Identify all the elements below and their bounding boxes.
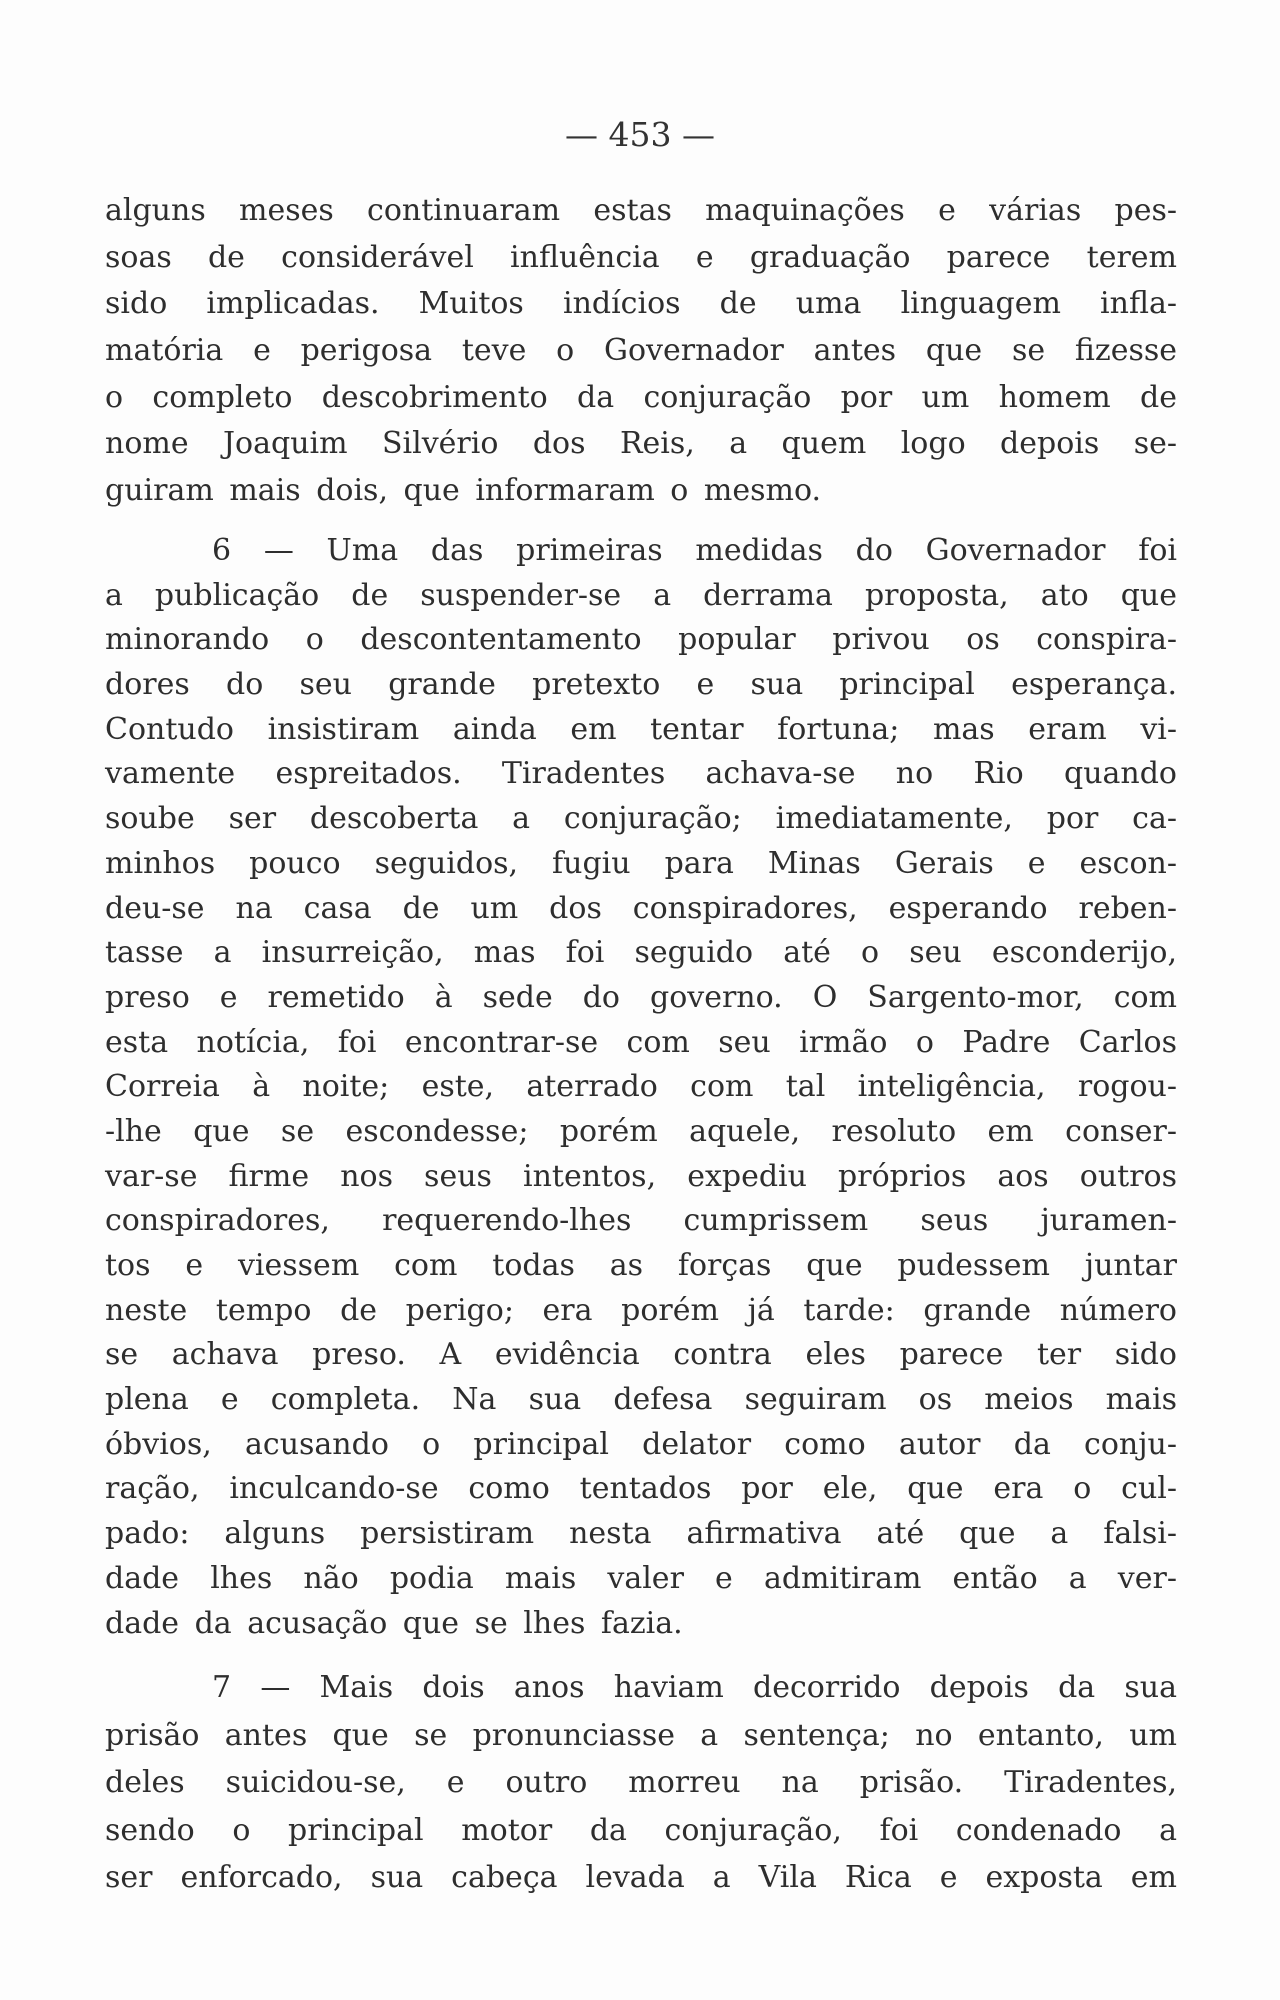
text-line: sendo o principal motor da conjuração, foi condenado a xyxy=(105,1812,1177,1848)
text-line: dores do seu grande pretexto e sua principal esperança. xyxy=(105,667,1177,703)
text-line: tos e viessem com todas as forças que pudessem juntar xyxy=(105,1248,1177,1283)
text-line: soas de considerável influência e graduação parece terem xyxy=(105,239,1177,275)
text-line: deu-se na casa de um dos conspiradores, esperando reben- xyxy=(105,890,1177,926)
text-line: Correia à noite; este, aterrado com tal inteligência, rogou- xyxy=(105,1069,1177,1105)
text-line: guiram mais dois, que informaram o mesmo. xyxy=(105,473,822,509)
text-line: 7 — Mais dois anos haviam decorrido depois da sua xyxy=(212,1670,1177,1705)
paragraph-6 xyxy=(105,529,1177,1646)
text-line: nome Joaquim Silvério dos Reis, a quem logo depois se- xyxy=(105,426,1177,462)
text-line: a publicação de suspender-se a derrama proposta, ato que xyxy=(105,577,1177,613)
text-line: vamente espreitados. Tiradentes achava-se no Rio quando xyxy=(105,756,1177,792)
text-line: alguns meses continuaram estas maquinações e várias pes- xyxy=(105,193,1177,228)
text-line: tasse a insurreição, mas foi seguido até o seu esconderijo, xyxy=(105,935,1177,971)
paragraph-7 xyxy=(105,1664,1177,1902)
text-line: deles suicidou-se, e outro morreu na prisão. Tiradentes, xyxy=(105,1765,1177,1800)
text-line: minhos pouco seguidos, fugiu para Minas Gerais e escon- xyxy=(105,845,1177,881)
text-line: -lhe que se escondesse; porém aquele, resoluto em conser- xyxy=(105,1113,1177,1149)
text-line: Contudo insistiram ainda em tentar fortuna; mas eram vi- xyxy=(105,711,1177,747)
text-line: dade da acusação que se lhes fazia. xyxy=(105,1605,683,1641)
text-line: plena e completa. Na sua defesa seguiram os meios mais xyxy=(105,1382,1177,1418)
text-line: prisão antes que se pronunciasse a sentença; no entanto, um xyxy=(105,1717,1177,1753)
text-line: matória e perigosa teve o Governador antes que se fizesse xyxy=(105,333,1177,369)
text-line: ser enforcado, sua cabeça levada a Vila Rica e exposta em xyxy=(105,1860,1177,1895)
text-line: preso e remetido à sede do governo. O Sargento-mor, com xyxy=(105,979,1177,1015)
text-line: var-se firme nos seus intentos, expediu próprios aos outros xyxy=(105,1158,1177,1194)
text-line: o completo descobrimento da conjuração por um homem de xyxy=(105,379,1177,415)
text-line: esta notícia, foi encontrar-se com seu irmão o Padre Carlos xyxy=(105,1024,1177,1060)
text-line: minorando o descontentamento popular privou os conspira- xyxy=(105,622,1177,658)
text-line: sido implicadas. Muitos indícios de uma linguagem infla- xyxy=(105,286,1177,322)
text-line: conspiradores, requerendo-lhes cumprissem seus juramen- xyxy=(105,1203,1177,1239)
text-line: se achava preso. A evidência contra eles parece ter sido xyxy=(105,1337,1177,1373)
text-line: neste tempo de perigo; era porém já tarde: grande número xyxy=(105,1292,1177,1328)
text-line: ração, inculcando-se como tentados por ele, que era o cul- xyxy=(105,1471,1177,1507)
text-line: soube ser descoberta a conjuração; imediatamente, por ca- xyxy=(105,801,1177,837)
text-line: 6 — Uma das primeiras medidas do Governador foi xyxy=(212,533,1177,568)
page-number: — 453 — xyxy=(565,115,715,154)
paragraph-continuation xyxy=(105,188,1177,515)
text-line: dade lhes não podia mais valer e admitiram então a ver- xyxy=(105,1560,1177,1596)
text-line: pado: alguns persistiram nesta afirmativa até que a falsi- xyxy=(105,1516,1177,1552)
text-line: óbvios, acusando o principal delator como autor da conju- xyxy=(105,1426,1177,1462)
